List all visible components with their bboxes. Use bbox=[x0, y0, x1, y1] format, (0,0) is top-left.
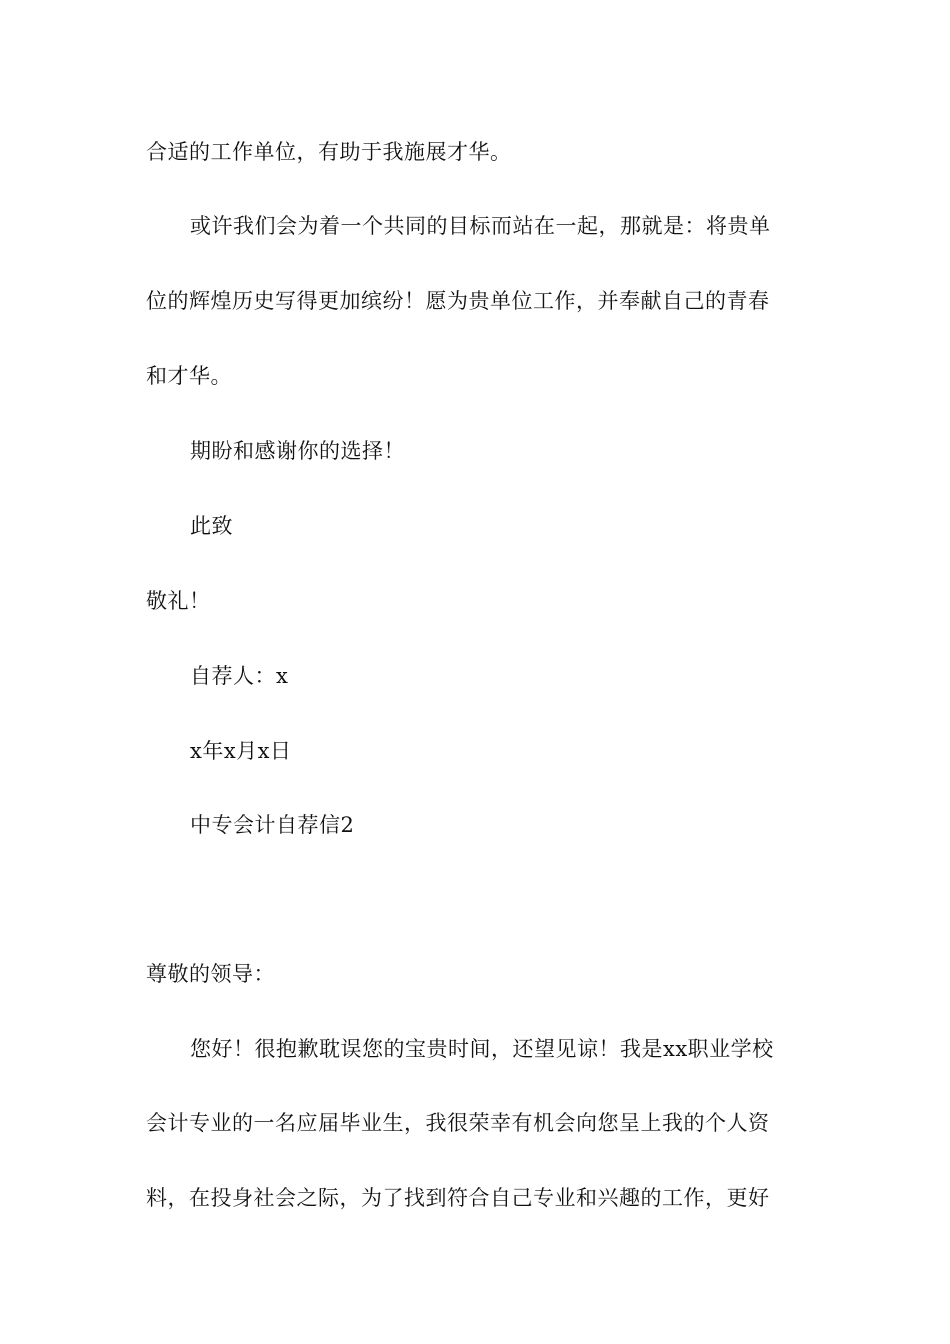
paragraph-line-1: 合适的工作单位，有助于我施展才华。 bbox=[146, 140, 512, 164]
salutation-line-1: 此致 bbox=[190, 514, 233, 538]
body-line-2: 会计专业的一名应届毕业生，我很荣幸有机会向您呈上我的个人资 bbox=[146, 1111, 770, 1135]
paragraph-line-3: 位的辉煌历史写得更加缤纷！愿为贵单位工作，并奉献自己的青春 bbox=[146, 289, 770, 313]
greeting-line: 尊敬的领导： bbox=[146, 962, 275, 986]
section-title: 中专会计自荐信2 bbox=[190, 813, 355, 837]
body-line-3: 料，在投身社会之际，为了找到符合自己专业和兴趣的工作，更好 bbox=[146, 1186, 770, 1210]
salutation-line-2: 敬礼！ bbox=[146, 589, 211, 613]
paragraph-line-4: 和才华。 bbox=[146, 364, 232, 388]
signature-date: x年x月x日 bbox=[190, 739, 292, 763]
body-line-1: 您好！很抱歉耽误您的宝贵时间，还望见谅！我是xx职业学校 bbox=[190, 1037, 774, 1061]
paragraph-line-2: 或许我们会为着一个共同的目标而站在一起，那就是：将贵单 bbox=[190, 214, 771, 238]
signature-name: 自荐人：x bbox=[190, 664, 289, 688]
closing-line: 期盼和感谢你的选择！ bbox=[190, 439, 405, 463]
